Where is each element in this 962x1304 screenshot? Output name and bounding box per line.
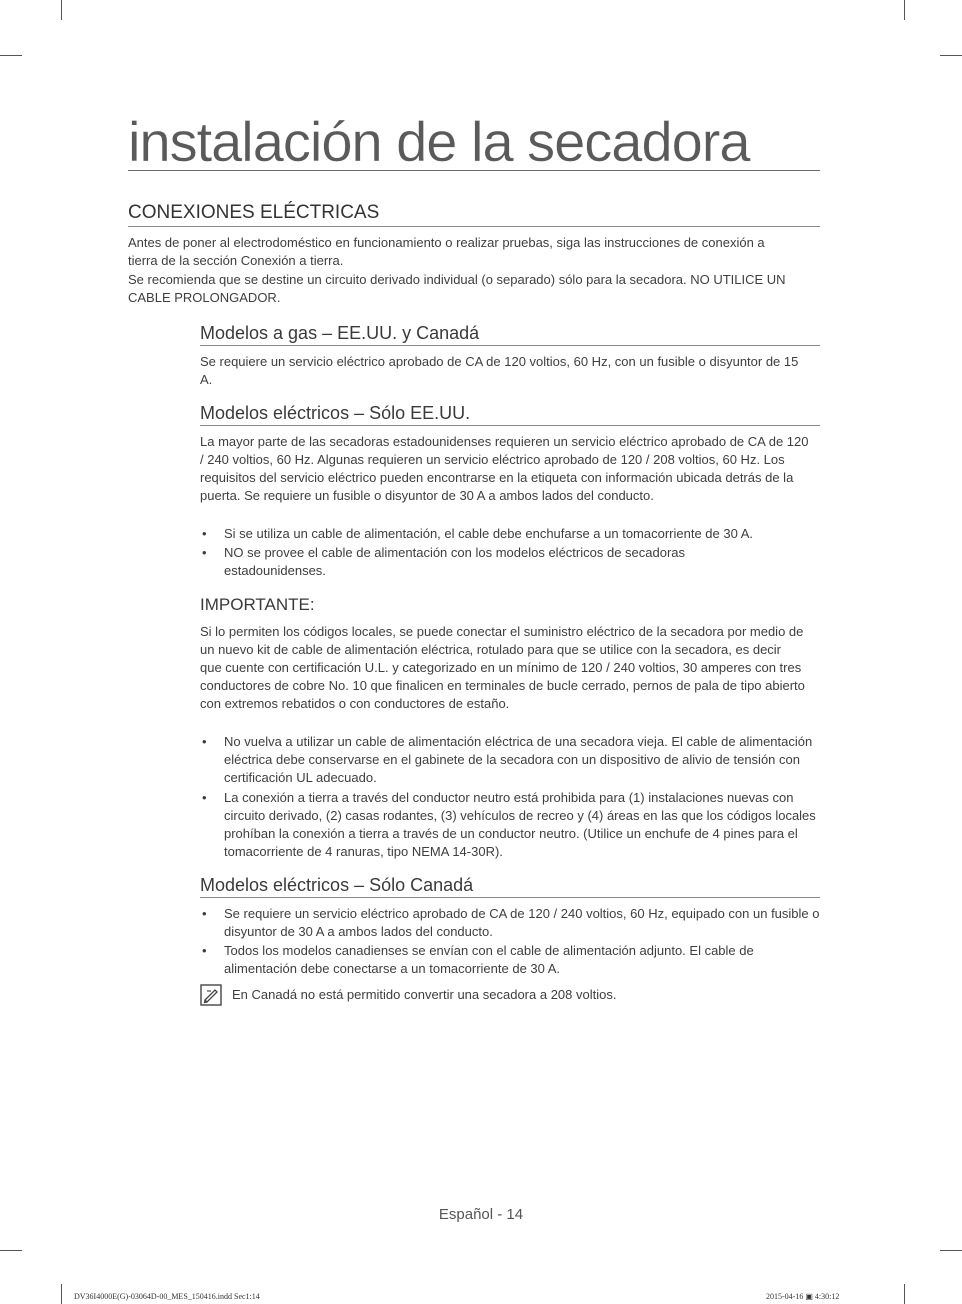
subheading-gas-models: Modelos a gas – EE.UU. y Canadá: [200, 322, 820, 346]
list-item: • Si se utiliza un cable de alimentación, el cable debe enchufarse a un tomacorriente de 30 A.: [202, 526, 754, 541]
electric-us-text: La mayor parte de las secadoras estadounidenses requieren un servicio eléctrico aprobado de CA de 120 / 240 voltios, 60 Hz. Algunas requieren un servicio eléctrico aprobado de 120 / 208 voltios, 60 Hz. Los requisitos del servicio eléctrico pueden encontrarse en la etiqueta con información ubicada detrás de la puerta. Se requiere un fusible o disyuntor de 30 A a ambos lados del conducto.: [200, 434, 809, 503]
print-timestamp: 2015-04-16 ▣ 4:30:12: [766, 1292, 840, 1301]
list-item: • Todos los modelos canadienses se envían con el cable de alimentación adjunto. El cable de alimentación debe conectarse a un tomacorriente de 30 A.: [202, 943, 754, 976]
page-number: Español - 14: [438, 1206, 524, 1223]
crop-mark: [940, 55, 962, 56]
intro-paragraph: Se recomienda que se destine un circuito derivado individual (o separado) sólo para la secadora. NO UTILICE UN CABLE PROLONGADOR.: [128, 272, 786, 305]
file-slug: DV36I4000E(G)-03064D-00_MES_150416.indd Sec1:14: [74, 1292, 260, 1301]
section-heading: CONEXIONES ELÉCTRICAS: [128, 202, 820, 227]
important-text: Si lo permiten los códigos locales, se puede conectar el suministro eléctrico de la secadora por medio de un nuevo kit de cable de alimentación eléctrica, rotulado para que se utilice con la secadora, es decir que cuente con certificación U.L. y categorizado en un mínimo de 120 / 240 voltios, 30 amperes con tres conductores de cobre No. 10 que finalicen en terminales de bucle cerrado, pernos de pala de tipo abierto con extremos rebatidos o con conductores de estaño.: [200, 624, 805, 711]
list-item: • No vuelva a utilizar un cable de alimentación eléctrica de una secadora vieja. El cable de alimentación eléctrica debe conservarse en el gabinete de la secadora con un dispositivo de alivio de tensión con certificación UL adecuado.: [202, 734, 813, 785]
crop-mark: [940, 1250, 962, 1251]
page-title: instalación de la secadora: [128, 118, 820, 171]
crop-mark: [61, 0, 62, 20]
crop-mark: [0, 1250, 22, 1251]
gas-models-text: Se requiere un servicio eléctrico aprobado de CA de 120 voltios, 60 Hz, con un fusible o disyuntor de 15 A.: [200, 354, 799, 387]
intro-paragraph: Antes de poner al electrodoméstico en funcionamiento o realizar pruebas, siga las instrucciones de conexión a tierra de la sección Conexión a tierra.: [128, 235, 765, 268]
crop-mark: [61, 1284, 62, 1304]
bullet-icon: •: [202, 790, 207, 805]
crop-mark: [904, 0, 905, 20]
subheading-important: IMPORTANTE:: [200, 595, 315, 614]
list-item: • La conexión a tierra a través del conductor neutro está prohibida para (1) instalaciones nuevas con circuito derivado, (2) casas rodantes, (3) vehículos de recreo y (4) áreas en las que los códigos locales prohíban la conexión a tierra a través de un conductor neutro. (Utilice un enchufe de 4 pines para el tomacorriente de 4 ranuras, tipo NEMA 14-30R).: [202, 790, 816, 859]
bullet-icon: •: [202, 906, 207, 921]
note-text: En Canadá no está permitido convertir una secadora a 208 voltios.: [232, 987, 617, 1002]
crop-mark: [0, 55, 22, 56]
subheading-electric-canada: Modelos eléctricos – Sólo Canadá: [200, 874, 820, 898]
bullet-icon: •: [202, 943, 207, 958]
electric-canada-bullets: [200, 905, 820, 978]
list-item: • NO se provee el cable de alimentación con los modelos eléctricos de secadoras estadounidenses.: [202, 545, 686, 578]
bullet-icon: •: [202, 545, 207, 560]
crop-mark: [904, 1284, 905, 1304]
list-item: • Se requiere un servicio eléctrico aprobado de CA de 120 / 240 voltios, 60 Hz, equipado con un fusible o disyuntor de 30 A a ambos lados del conducto.: [202, 906, 820, 939]
subheading-electric-us: Modelos eléctricos – Sólo EE.UU.: [200, 402, 820, 426]
note-icon: [200, 984, 222, 1006]
important-bullets: [200, 733, 820, 861]
bullet-icon: •: [202, 734, 207, 749]
bullet-icon: •: [202, 526, 207, 541]
electric-us-bullets: [200, 525, 820, 580]
